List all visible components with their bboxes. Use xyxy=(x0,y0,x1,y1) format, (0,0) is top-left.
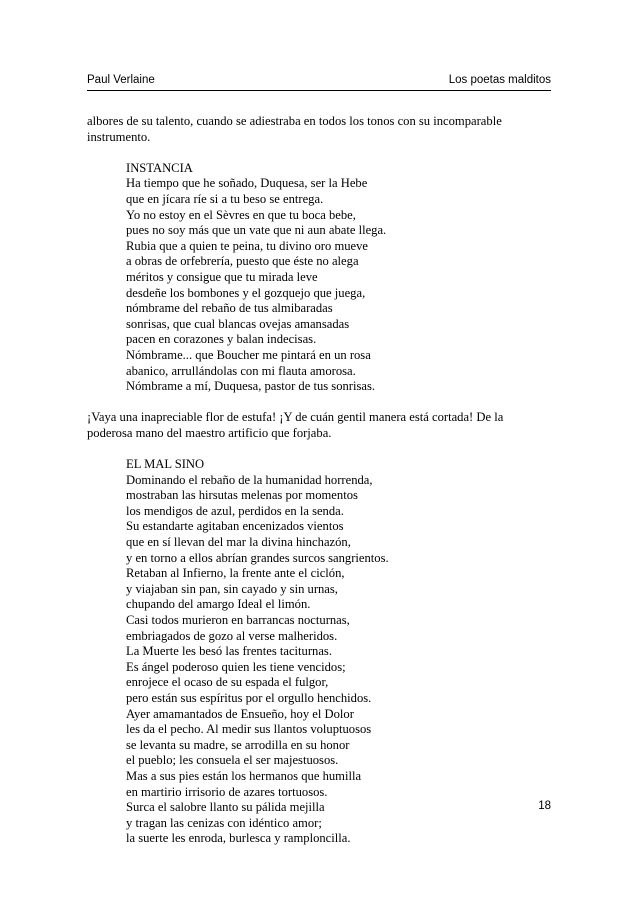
poem-line: Ayer amamantados de Ensueño, hoy el Dolor xyxy=(126,706,354,721)
paragraph-line: albores de su talento, cuando se adiestraba en todos los tonos con su incomparable xyxy=(87,114,502,128)
header-author: Paul Verlaine xyxy=(87,74,155,86)
poem-line: los mendigos de azul, perdidos en la senda. xyxy=(126,503,344,518)
poem-line: Surca el salobre llanto su pálida mejilla xyxy=(126,800,325,815)
poem-line: pues no soy más que un vate que ni aun abate llega. xyxy=(126,223,387,238)
poem-line: que en sí llevan del mar la divina hinchazón, xyxy=(126,535,351,550)
poem-instancia xyxy=(87,161,557,395)
intro-paragraph xyxy=(87,114,557,145)
poem-line: Yo no estoy en el Sèvres en que tu boca bebe, xyxy=(126,207,356,222)
poem-line: Mas a sus pies están los hermanos que humilla xyxy=(126,768,362,783)
poem-line: pero están sus espíritus por el orgullo henchidos. xyxy=(126,690,372,705)
poem-line: mostraban las hirsutas melenas por momentos xyxy=(126,488,358,503)
paragraph-line: instrumento. xyxy=(87,129,151,144)
poem-line: pacen en corazones y balan indecisas. xyxy=(126,332,317,347)
paragraph-line: ¡Vaya una inapreciable flor de estufa! ¡Y de cuán gentil manera está cortada! De la xyxy=(87,410,504,425)
poem-line: Su estandarte agitaban encenizados vientos xyxy=(126,519,344,534)
poem-title: INSTANCIA xyxy=(126,160,193,175)
poem-line: chupando del amargo Ideal el limón. xyxy=(126,597,311,612)
poem-line: y tragan las cenizas con idéntico amor; xyxy=(126,815,322,830)
poem-line: Rubia que a quien te peina, tu divino oro mueve xyxy=(126,238,369,253)
poem-line: Nómbrame a mí, Duquesa, pastor de tus sonrisas. xyxy=(126,379,376,394)
poem-line: que en jícara ríe si a tu beso se entrega. xyxy=(126,191,324,206)
page-body xyxy=(87,114,557,847)
poem-line: les da el pecho. Al medir sus llantos voluptuosos xyxy=(126,722,372,737)
poem-el-mal-sino xyxy=(87,457,557,847)
poem-line: Casi todos murieron en barrancas nocturnas, xyxy=(126,613,350,627)
poem-title: EL MAL SINO xyxy=(126,457,205,472)
poem-line: enrojece el ocaso de su espada el fulgor, xyxy=(126,675,329,690)
poem-line: la suerte les enroda, burlesca y ramploncilla. xyxy=(126,831,351,846)
poem-line: La Muerte les besó las frentes taciturnas. xyxy=(126,644,332,659)
poem-line: y en torno a ellos abrían grandes surcos sangrientos. xyxy=(126,550,389,565)
poem-line: Dominando el rebaño de la humanidad horrenda, xyxy=(126,472,373,487)
poem-line: y viajaban sin pan, sin cayado y sin urnas, xyxy=(126,581,338,596)
poem-line: en martirio irrisorio de azares tortuosos. xyxy=(126,784,328,799)
poem-line: nómbrame del rebaño de tus almibaradas xyxy=(126,301,333,316)
poem-line: se levanta su madre, se arrodilla en su honor xyxy=(126,737,350,752)
poem-line: a obras de orfebrería, puesto que éste no alega xyxy=(126,254,359,269)
poem-line: sonrisas, que cual blancas ovejas amansadas xyxy=(126,316,350,331)
poem-line: Es ángel poderoso quien les tiene vencidos; xyxy=(126,659,346,674)
poem-line: abanico, arrullándolas con mi flauta amorosa. xyxy=(126,363,356,378)
header-book-title: Los poetas malditos xyxy=(448,74,551,86)
page-header xyxy=(87,74,551,90)
middle-paragraph xyxy=(87,410,557,441)
header-divider xyxy=(87,90,551,91)
poem-line: desdeñe los bombones y el gozquejo que juega, xyxy=(126,285,366,300)
poem-line: Ha tiempo que he soñado, Duquesa, ser la Hebe xyxy=(126,176,368,191)
poem-line: Retaban al Infierno, la frente ante el ciclón, xyxy=(126,566,345,581)
poem-line: embriagados de gozo al verse malheridos. xyxy=(126,628,338,643)
poem-line: méritos y consigue que tu mirada leve xyxy=(126,269,318,284)
paragraph-line: poderosa mano del maestro artificio que forjaba. xyxy=(87,425,332,440)
poem-line: el pueblo; les consuela el ser majestuosos. xyxy=(126,753,339,768)
page-number: 18 xyxy=(538,800,551,812)
poem-line: Nómbrame... que Boucher me pintará en un rosa xyxy=(126,347,371,362)
